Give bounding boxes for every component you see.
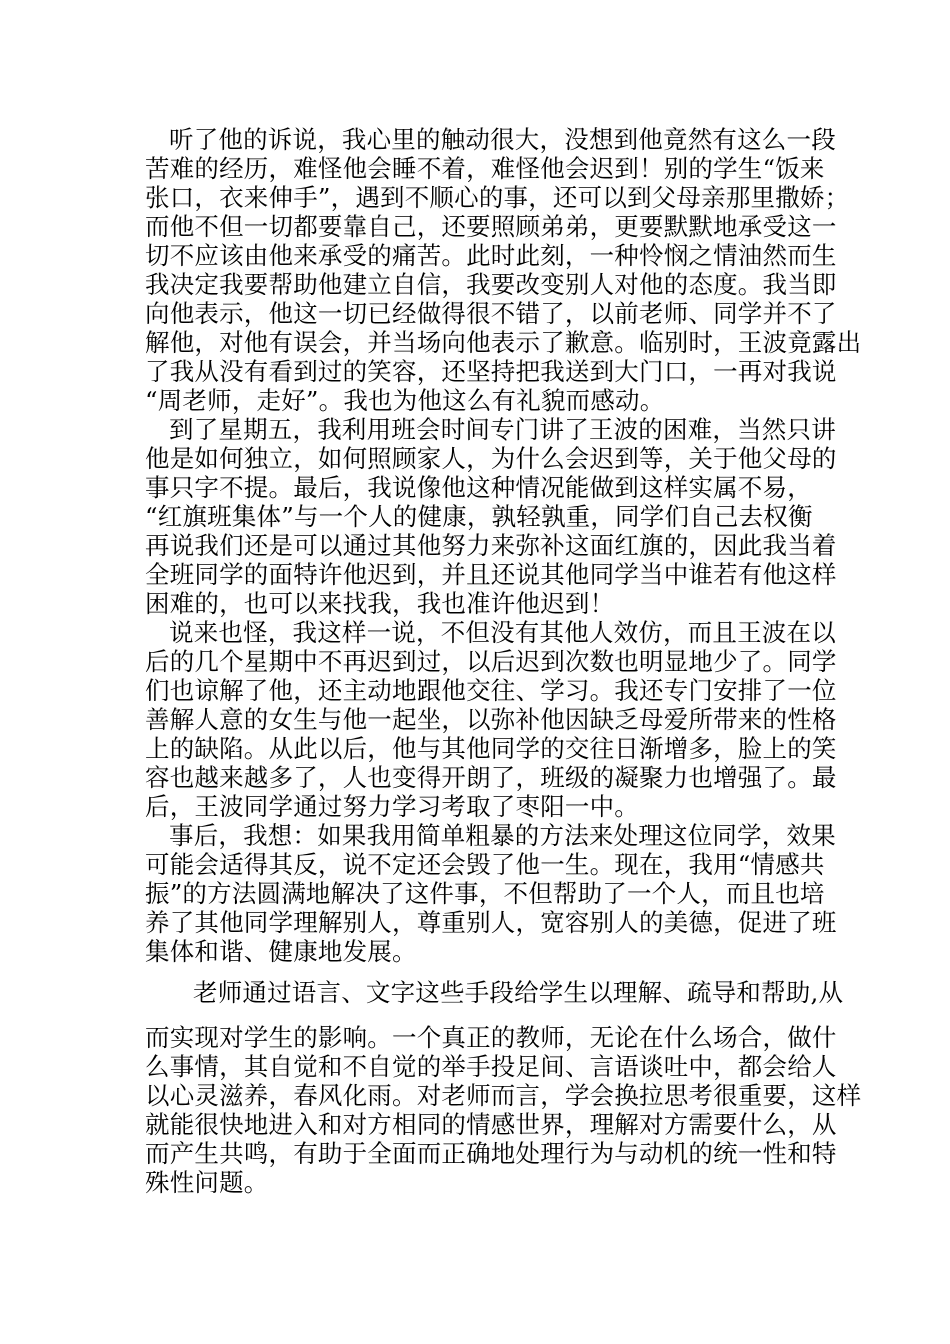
text-line: 而他不但一切都要靠自己，还要照顾弟弟，更要默默地承受这一 [145,212,837,241]
text-line: 了我从没有看到过的笑容，还坚持把我送到大门口，一再对我说 [145,357,837,386]
text-line: 养了其他同学理解别人，尊重别人，宽容别人的美德，促进了班 [145,908,837,937]
text-line: 善解人意的女生与他一起坐，以弥补他因缺乏母爱所带来的性格 [145,705,837,734]
text-line: 困难的，也可以来找我，我也准许他迟到！ [145,589,615,618]
text-line: “周老师，走好”。我也为他这么有礼貌而感动。 [145,386,665,415]
text-line: 老师通过语言、文字这些手段给学生以理解、疏导和帮助,从 [193,978,844,1007]
text-line: 可能会适得其反，说不定还会毁了他一生。现在，我用“情感共 [145,850,825,879]
text-line: 切不应该由他来承受的痛苦。此时此刻，一种怜悯之情油然而生 [145,241,837,270]
text-line: 事后，我想：如果我用简单粗暴的方法来处理这位同学，效果 [169,821,836,850]
text-line: 解他，对他有误会，并当场向他表示了歉意。临别时，王波竟露出 [145,328,862,357]
text-line: 我决定我要帮助他建立自信，我要改变别人对他的态度。我当即 [145,270,837,299]
text-line: 事只字不提。最后，我说像他这种情况能做到这样实属不易， [145,473,812,502]
text-line: 到了星期五，我利用班会时间专门讲了王波的困难，当然只讲 [169,415,836,444]
text-line: 苦难的经历，难怪他会睡不着，难怪他会迟到！别的学生“饭来 [145,154,825,183]
text-line: 向他表示，他这一切已经做得很不错了，以前老师、同学并不了 [145,299,837,328]
text-line: 张口，衣来伸手”，遇到不顺心的事，还可以到父母亲那里撒娇； [145,183,850,212]
text-line: 后的几个星期中不再迟到过，以后迟到次数也明显地少了。同学 [145,647,837,676]
text-line: 听了他的诉说，我心里的触动很大，没想到他竟然有这么一段 [169,125,836,154]
text-line: “红旗班集体”与一个人的健康，孰轻孰重，同学们自己去权衡 [145,502,813,531]
text-line: 上的缺陷。从此以后，他与其他同学的交往日渐增多，脸上的笑 [145,734,837,763]
text-line: 而产生共鸣，有助于全面而正确地处理行为与动机的统一性和特 [145,1139,837,1168]
text-line: 么事情，其自觉和不自觉的举手投足间、言语谈吐中，都会给人 [145,1052,837,1081]
text-line: 说来也怪，我这样一说，不但没有其他人效仿，而且王波在以 [169,618,836,647]
text-line: 后，王波同学通过努力学习考取了枣阳一中。 [145,792,639,821]
text-line: 集体和谐、健康地发展。 [145,937,417,966]
text-line: 以心灵滋养，春风化雨。对老师而言，学会换拉思考很重要，这样 [145,1081,862,1110]
text-line: 殊性问题。 [145,1168,269,1197]
text-line: 们也谅解了他，还主动地跟他交往、学习。我还专门安排了一位 [145,676,837,705]
text-line: 容也越来越多了，人也变得开朗了，班级的凝聚力也增强了。最 [145,763,837,792]
text-line: 就能很快地进入和对方相同的情感世界，理解对方需要什么，从 [145,1110,837,1139]
text-line: 他是如何独立，如何照顾家人，为什么会迟到等，关于他父母的 [145,444,837,473]
text-line: 而实现对学生的影响。一个真正的教师，无论在什么场合，做什 [145,1023,837,1052]
text-line: 再说我们还是可以通过其他努力来弥补这面红旗的，因此我当着 [145,531,837,560]
text-line: 全班同学的面特许他迟到，并且还说其他同学当中谁若有他这样 [145,560,837,589]
text-line: 振”的方法圆满地解决了这件事，不但帮助了一个人，而且也培 [145,879,825,908]
